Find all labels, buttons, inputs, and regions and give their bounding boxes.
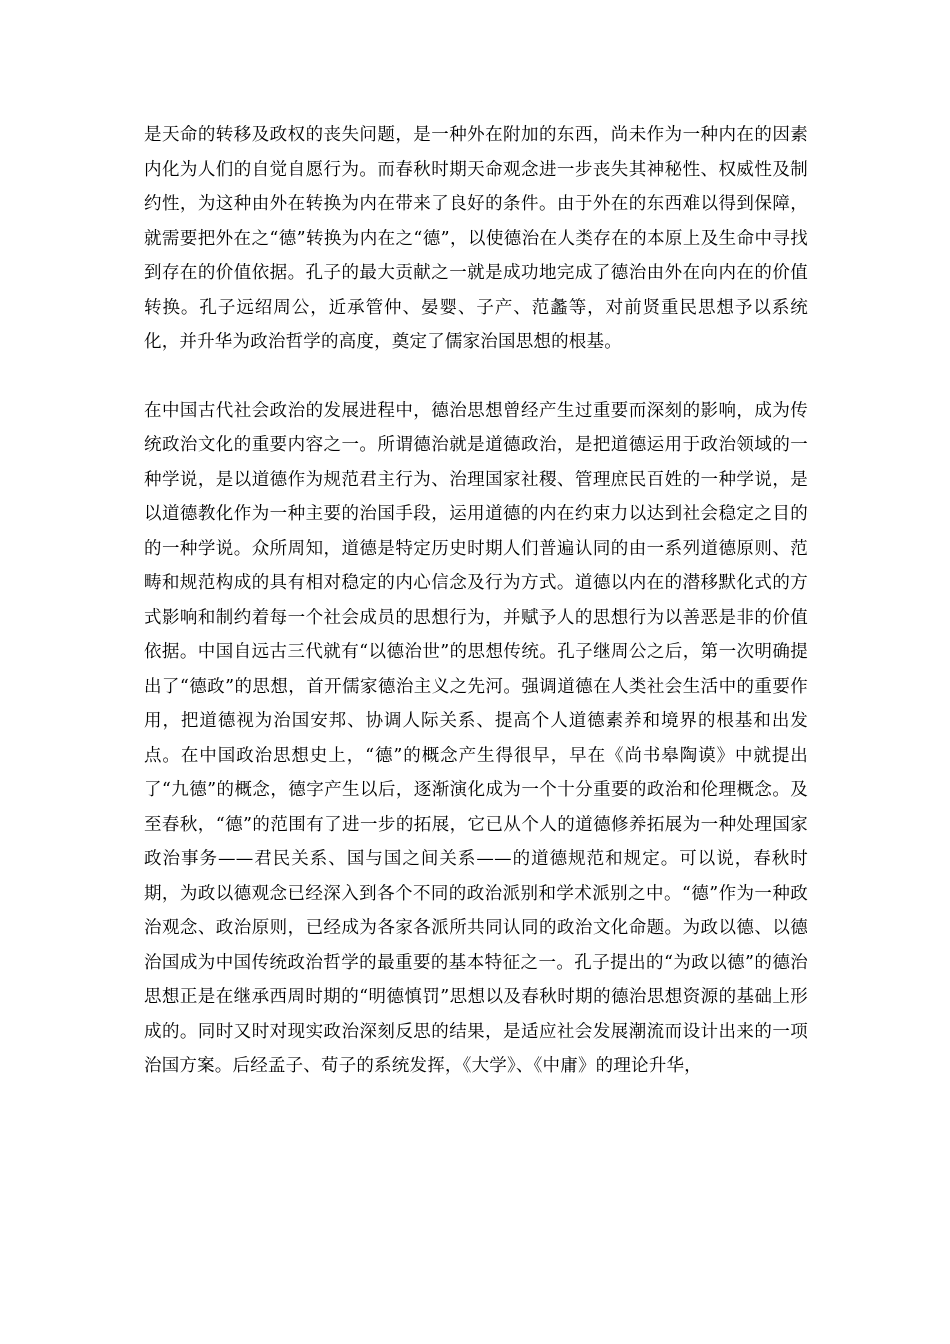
paragraph-1: 是天命的转移及政权的丧失问题，是一种外在附加的东西，尚未作为一种内在的因素内化为人们的自觉自愿行为。而春秋时期天命观念进一步丧失其神秘性、权威性及制约性，为这种由外在转换为内在带来了良好的条件。由于外在的东西难以得到保障，就需要把外在之“德”转换为内在之“德”，以使德治在人类存在的本原上及生命中寻找到存在的价值依据。孔子的最大贡献之一就是成功地完成了德治由外在向内在的价值转换。孔子远绍周公，近承管仲、晏婴、子产、范蠡等，对前贤重民思想予以系统化，并升华为政治哲学的高度，奠定了儒家治国思想的根基。 — [144, 125, 808, 352]
paragraph-2: 在中国古代社会政治的发展进程中，德治思想曾经产生过重要而深刻的影响，成为传统政治文化的重要内容之一。所谓德治就是道德政治，是把道德运用于政治领域的一种学说，是以道德作为规范君主行为、治理国家社稷、管理庶民百姓的一种学说，是以道德教化作为一种主要的治国手段，运用道德的内在约束力以达到社会稳定之目的的一种学说。众所周知，道德是特定历史时期人们普遍认同的由一系列道德原则、范畴和规范构成的具有相对稳定的内心信念及行为方式。道德以内在的潜移默化式的方式影响和制约着每一个社会成员的思想行为，并赋予人的思想行为以善恶是非的价值依据。中国自远古三代就有“以德治世”的思想传统。孔子继周公之后，第一次明确提出了“德政”的思想，首开儒家德治主义之先河。强调道德在人类社会生活中的重要作用，把道德视为治国安邦、协调人际关系、提高个人道德素养和境界的根基和出发点。在中国政治思想史上，“德”的概念产生得很早，早在《尚书皋陶谟》中就提出了“九德”的概念，德字产生以后，逐渐演化成为一个十分重要的政治和伦理概念。及至春秋，“德”的范围有了进一步的拓展，它已从个人的道德修养拓展为一种处理国家政治事务——君民关系、国与国之间关系——的道德规范和规定。可以说，春秋时期，为政以德观念已经深入到各个不同的政治派别和学术派别之中。“德”作为一种政治观念、政治原则，已经成为各家各派所共同认同的政治文化命题。为政以德、以德治国成为中国传统政治哲学的最重要的基本特征之一。孔子提出的“为政以德”的德治思想正是在继承西周时期的“明德慎罚”思想以及春秋时期的德治思想资源的基础上形成的。同时又时对现实政治深刻反思的结果，是适应社会发展潮流而设计出来的一项治国方案。后经孟子、荀子的系统发挥，《大学》、《中庸》的理论升华， — [144, 400, 808, 1076]
document-body — [144, 118, 808, 1084]
